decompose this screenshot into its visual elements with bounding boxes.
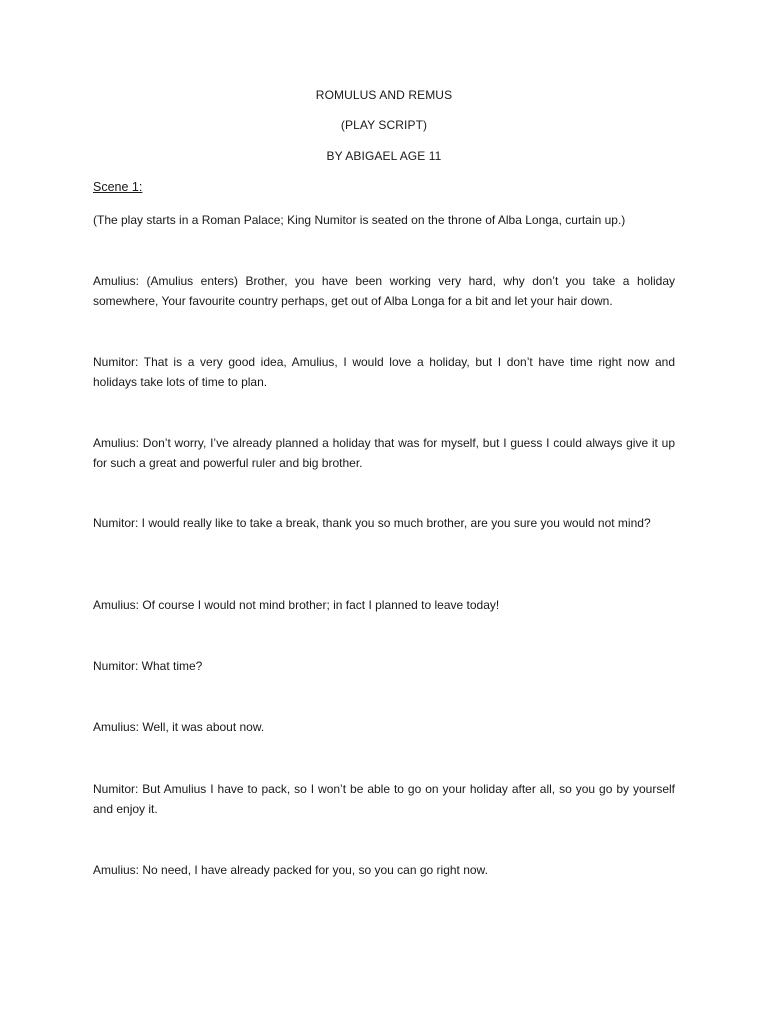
play-subtitle: (PLAY SCRIPT) [340, 118, 428, 132]
dialogue-line: Amulius: Of course I would not mind brother; in fact I planned to leave today! [93, 598, 500, 612]
dialogue-line: Numitor: I would really like to take a break, thank you so much brother, are you sure you would not mind? [93, 516, 651, 530]
stage-direction: (The play starts in a Roman Palace; King Numitor is seated on the throne of Alba Longa, curtain up.) [93, 213, 626, 227]
dialogue-line: Numitor: What time? [93, 659, 203, 673]
play-title: ROMULUS AND REMUS [315, 88, 453, 102]
dialogue-line: Amulius: No need, I have already packed for you, so you can go right now. [93, 863, 488, 877]
scene-heading: Scene 1: [93, 180, 143, 194]
play-byline: BY ABIGAEL AGE 11 [326, 149, 442, 163]
dialogue-line: Numitor: That is a very good idea, Amulius, I would love a holiday, but I don’t have time right now and holidays take lots of time to plan. [93, 355, 675, 389]
dialogue-line: Numitor: But Amulius I have to pack, so I won’t be able to go on your holiday after all, so you go by yourself and enjoy it. [93, 782, 675, 816]
dialogue-line: Amulius: Well, it was about now. [93, 720, 265, 734]
dialogue-line: Amulius: Don’t worry, I’ve already planned a holiday that was for myself, but I guess I could always give it up for such a great and powerful ruler and big brother. [93, 436, 675, 470]
dialogue-line: Amulius: (Amulius enters) Brother, you have been working very hard, why don’t you take a holiday somewhere, Your favourite country perhaps, get out of Alba Longa for a bit and let your hair down. [93, 274, 675, 308]
